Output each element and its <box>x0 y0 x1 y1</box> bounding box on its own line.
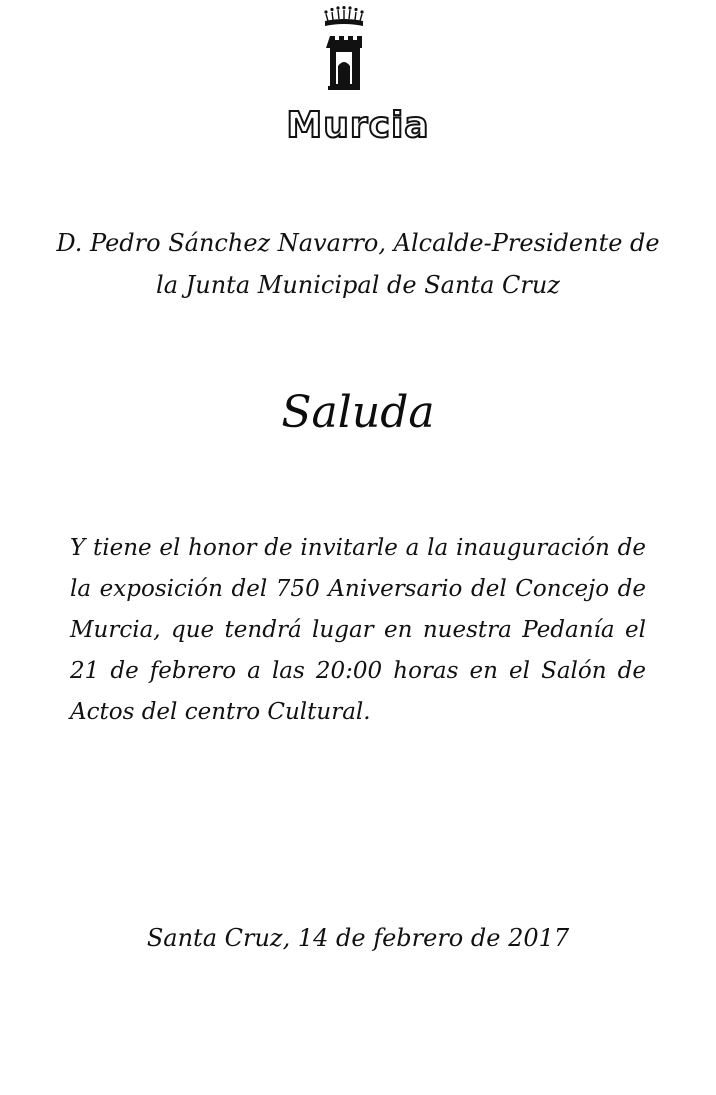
page-title: Saluda <box>281 387 435 438</box>
castle-crown-icon <box>318 6 370 96</box>
invitation-body: Y tiene el honor de invitarle a la inauguración de la exposición del 750 Aniversario del Concejo de Murcia, que tendrá lugar en nuestra Pedanía el 21 de febrero a las 20:00 horas en el Salón de Actos del centro Cultural. <box>70 535 646 725</box>
sender-heading <box>40 222 676 306</box>
logo-wordmark: Murcia <box>286 105 430 146</box>
municipal-logo <box>0 0 716 160</box>
sender-line-1: D. Pedro Sánchez Navarro, Alcalde-Presidente de <box>56 229 660 257</box>
sender-line-2: la Junta Municipal de Santa Cruz <box>156 271 560 299</box>
date-line: Santa Cruz, 14 de febrero de 2017 <box>146 924 570 952</box>
